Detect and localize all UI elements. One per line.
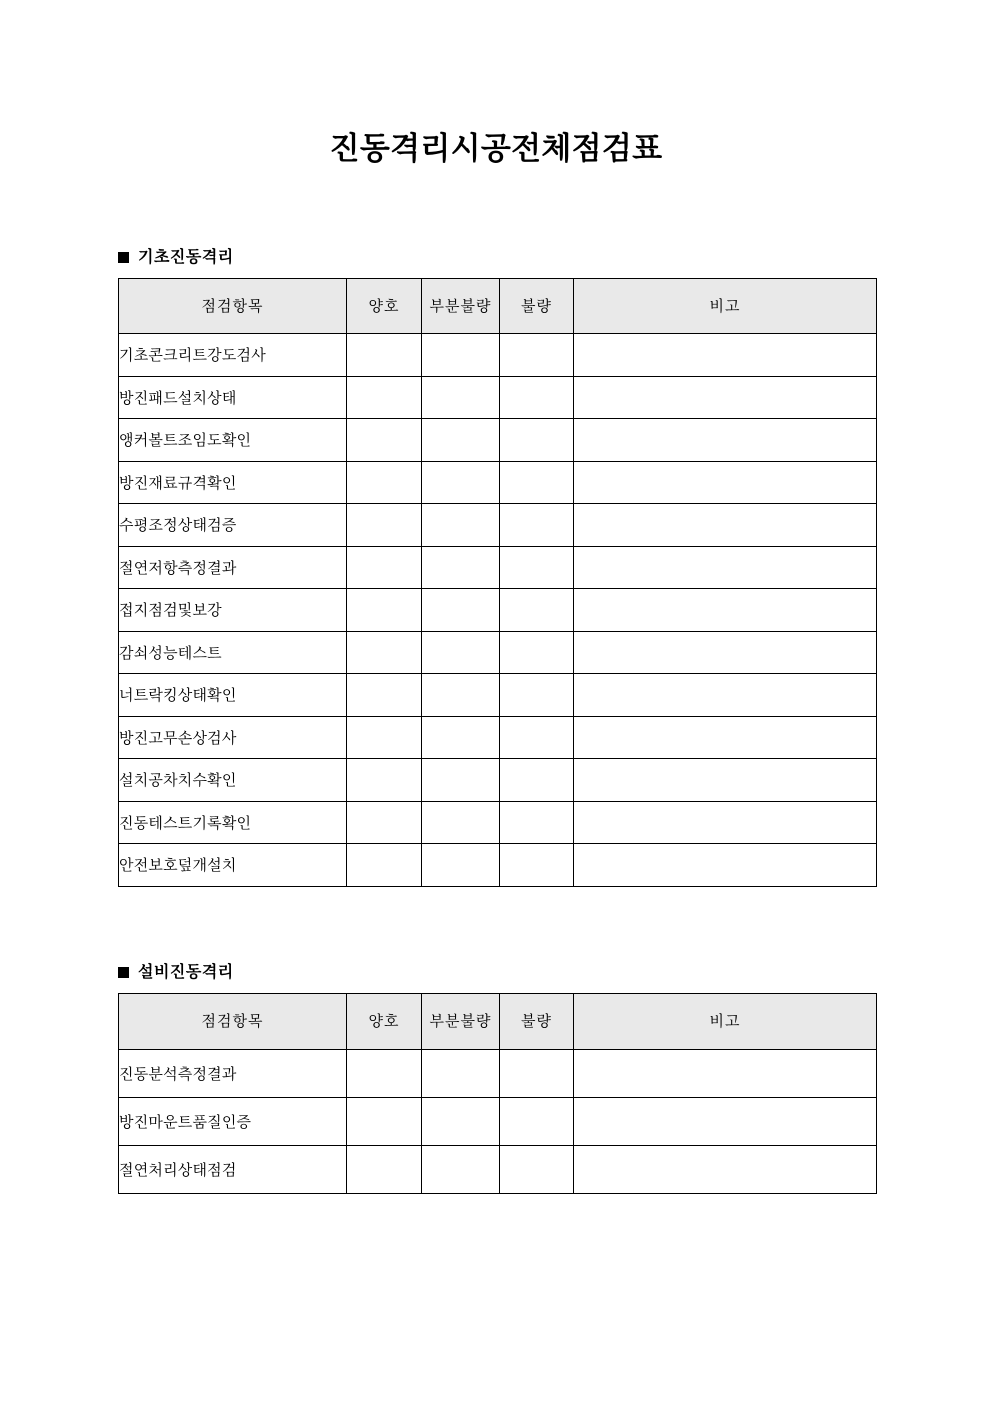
cell-bad-checkbox[interactable] [500, 1146, 574, 1194]
cell-bad-checkbox[interactable] [500, 419, 574, 462]
cell-partial-checkbox[interactable] [422, 1050, 500, 1098]
column-header-item: 점검항목 [119, 279, 347, 334]
cell-note-input[interactable] [574, 461, 877, 504]
table-row [119, 631, 877, 674]
section-heading-label: 기초진동격리 [138, 247, 234, 266]
cell-partial-checkbox[interactable] [422, 589, 500, 632]
table-header-row [119, 279, 877, 334]
cell-bad-checkbox[interactable] [500, 546, 574, 589]
cell-note-input[interactable] [574, 376, 877, 419]
table-row [119, 674, 877, 717]
cell-partial-checkbox[interactable] [422, 334, 500, 377]
cell-good-checkbox[interactable] [347, 844, 422, 887]
cell-note-input[interactable] [574, 504, 877, 547]
cell-note-input[interactable] [574, 1146, 877, 1194]
table-row [119, 334, 877, 377]
cell-good-checkbox[interactable] [347, 801, 422, 844]
cell-partial-checkbox[interactable] [422, 461, 500, 504]
cell-good-checkbox[interactable] [347, 1146, 422, 1194]
cell-note-input[interactable] [574, 589, 877, 632]
table-row [119, 376, 877, 419]
filled-square-marker-icon [118, 967, 129, 978]
cell-inspection-item: 너트락킹상태확인 [119, 674, 347, 717]
cell-partial-checkbox[interactable] [422, 674, 500, 717]
cell-inspection-item: 방진마운트품질인증 [119, 1098, 347, 1146]
cell-bad-checkbox[interactable] [500, 801, 574, 844]
cell-note-input[interactable] [574, 546, 877, 589]
table-row [119, 759, 877, 802]
cell-good-checkbox[interactable] [347, 546, 422, 589]
cell-partial-checkbox[interactable] [422, 504, 500, 547]
cell-inspection-item: 방진재료규격확인 [119, 461, 347, 504]
cell-inspection-item: 수평조정상태검증 [119, 504, 347, 547]
table-row [119, 1050, 877, 1098]
table-row [119, 461, 877, 504]
cell-bad-checkbox[interactable] [500, 334, 574, 377]
cell-partial-checkbox[interactable] [422, 546, 500, 589]
column-header-note: 비고 [574, 279, 877, 334]
cell-bad-checkbox[interactable] [500, 716, 574, 759]
cell-good-checkbox[interactable] [347, 334, 422, 377]
checklist-table-basic [118, 278, 877, 887]
cell-inspection-item: 앵커볼트조임도확인 [119, 419, 347, 462]
cell-partial-checkbox[interactable] [422, 1098, 500, 1146]
cell-inspection-item: 안전보호덮개설치 [119, 844, 347, 887]
cell-inspection-item: 접지점검및보강 [119, 589, 347, 632]
table-row [119, 1146, 877, 1194]
table-header-row [119, 994, 877, 1050]
cell-note-input[interactable] [574, 801, 877, 844]
column-header-partial: 부분불량 [422, 279, 500, 334]
cell-partial-checkbox[interactable] [422, 801, 500, 844]
cell-note-input[interactable] [574, 1050, 877, 1098]
cell-bad-checkbox[interactable] [500, 631, 574, 674]
cell-good-checkbox[interactable] [347, 376, 422, 419]
cell-note-input[interactable] [574, 759, 877, 802]
cell-good-checkbox[interactable] [347, 504, 422, 547]
cell-inspection-item: 방진패드설치상태 [119, 376, 347, 419]
column-header-good: 양호 [347, 994, 422, 1050]
section-heading [118, 964, 876, 980]
table-row [119, 504, 877, 547]
cell-good-checkbox[interactable] [347, 716, 422, 759]
column-header-note: 비고 [574, 994, 877, 1050]
table-row [119, 801, 877, 844]
section-equipment-vibration-isolation [118, 964, 876, 1194]
cell-partial-checkbox[interactable] [422, 376, 500, 419]
cell-inspection-item: 진동테스트기록확인 [119, 801, 347, 844]
table-row [119, 546, 877, 589]
cell-bad-checkbox[interactable] [500, 376, 574, 419]
cell-bad-checkbox[interactable] [500, 504, 574, 547]
cell-inspection-item: 설치공차치수확인 [119, 759, 347, 802]
cell-bad-checkbox[interactable] [500, 461, 574, 504]
checklist-table-equipment [118, 993, 877, 1194]
cell-good-checkbox[interactable] [347, 674, 422, 717]
cell-bad-checkbox[interactable] [500, 589, 574, 632]
cell-good-checkbox[interactable] [347, 1050, 422, 1098]
cell-good-checkbox[interactable] [347, 631, 422, 674]
cell-partial-checkbox[interactable] [422, 844, 500, 887]
page-title: 진동격리시공전체점검표 [329, 131, 663, 167]
column-header-partial: 부분불량 [422, 994, 500, 1050]
cell-inspection-item: 진동분석측정결과 [119, 1050, 347, 1098]
cell-note-input[interactable] [574, 631, 877, 674]
cell-inspection-item: 기초콘크리트강도검사 [119, 334, 347, 377]
column-header-bad: 불량 [500, 279, 574, 334]
cell-note-input[interactable] [574, 419, 877, 462]
table-row [119, 589, 877, 632]
cell-note-input[interactable] [574, 674, 877, 717]
table-row [119, 716, 877, 759]
cell-partial-checkbox[interactable] [422, 419, 500, 462]
cell-partial-checkbox[interactable] [422, 631, 500, 674]
cell-note-input[interactable] [574, 716, 877, 759]
filled-square-marker-icon [118, 252, 129, 263]
section-basic-vibration-isolation [118, 249, 876, 887]
section-heading-label: 설비진동격리 [138, 962, 234, 981]
section-heading [118, 249, 876, 265]
cell-inspection-item: 방진고무손상검사 [119, 716, 347, 759]
cell-good-checkbox[interactable] [347, 419, 422, 462]
cell-partial-checkbox[interactable] [422, 759, 500, 802]
cell-inspection-item: 감쇠성능테스트 [119, 631, 347, 674]
cell-note-input[interactable] [574, 844, 877, 887]
cell-good-checkbox[interactable] [347, 759, 422, 802]
column-header-item: 점검항목 [119, 994, 347, 1050]
cell-good-checkbox[interactable] [347, 1098, 422, 1146]
cell-bad-checkbox[interactable] [500, 1098, 574, 1146]
column-header-good: 양호 [347, 279, 422, 334]
cell-note-input[interactable] [574, 1098, 877, 1146]
cell-inspection-item: 절연처리상태점검 [119, 1146, 347, 1194]
cell-bad-checkbox[interactable] [500, 844, 574, 887]
cell-bad-checkbox[interactable] [500, 1050, 574, 1098]
cell-partial-checkbox[interactable] [422, 1146, 500, 1194]
cell-note-input[interactable] [574, 334, 877, 377]
cell-bad-checkbox[interactable] [500, 759, 574, 802]
table-row [119, 1098, 877, 1146]
cell-good-checkbox[interactable] [347, 589, 422, 632]
cell-partial-checkbox[interactable] [422, 716, 500, 759]
cell-inspection-item: 절연저항측정결과 [119, 546, 347, 589]
column-header-bad: 불량 [500, 994, 574, 1050]
table-row [119, 419, 877, 462]
table-row [119, 844, 877, 887]
cell-bad-checkbox[interactable] [500, 674, 574, 717]
cell-good-checkbox[interactable] [347, 461, 422, 504]
